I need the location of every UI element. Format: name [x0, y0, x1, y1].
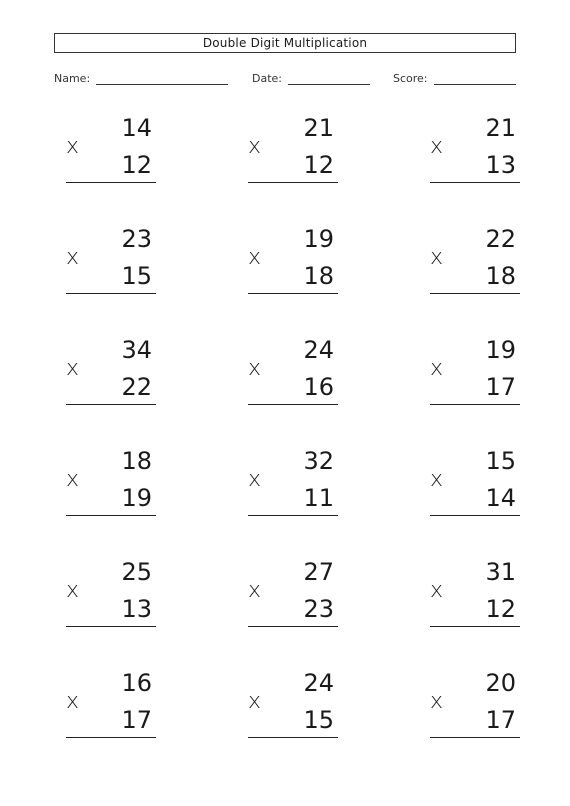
multiply-sign: x [66, 356, 80, 381]
problem-13 [66, 554, 156, 634]
multiplicand: 32 [303, 447, 334, 475]
answer-line[interactable] [430, 515, 520, 516]
multiply-sign: x [248, 245, 262, 270]
multiply-sign: x [248, 356, 262, 381]
score-field[interactable] [393, 71, 516, 85]
worksheet-title: Double Digit Multiplication [54, 33, 516, 53]
problem-2 [248, 110, 338, 190]
multiplier: 12 [121, 151, 152, 179]
multiplier: 17 [485, 706, 516, 734]
multiplicand: 20 [485, 669, 516, 697]
answer-line[interactable] [66, 626, 156, 627]
multiplier: 22 [121, 373, 152, 401]
multiplicand: 24 [303, 336, 334, 364]
answer-line[interactable] [248, 515, 338, 516]
problem-9 [430, 332, 520, 412]
problem-4 [66, 221, 156, 301]
multiplier: 15 [303, 706, 334, 734]
score-line[interactable] [434, 71, 516, 85]
problem-10 [66, 443, 156, 523]
multiplicand: 18 [121, 447, 152, 475]
answer-line[interactable] [248, 293, 338, 294]
multiply-sign: x [430, 356, 444, 381]
date-field[interactable] [252, 71, 370, 85]
name-line[interactable] [96, 71, 228, 85]
answer-line[interactable] [430, 293, 520, 294]
multiply-sign: x [66, 245, 80, 270]
multiplier: 12 [303, 151, 334, 179]
multiply-sign: x [248, 689, 262, 714]
multiplier: 15 [121, 262, 152, 290]
problem-8 [248, 332, 338, 412]
answer-line[interactable] [248, 182, 338, 183]
multiplier: 17 [485, 373, 516, 401]
multiplicand: 25 [121, 558, 152, 586]
problem-5 [248, 221, 338, 301]
multiplier: 14 [485, 484, 516, 512]
multiply-sign: x [66, 689, 80, 714]
answer-line[interactable] [66, 404, 156, 405]
answer-line[interactable] [248, 737, 338, 738]
multiplier: 19 [121, 484, 152, 512]
multiplier: 18 [485, 262, 516, 290]
multiplicand: 23 [121, 225, 152, 253]
problem-16 [66, 665, 156, 745]
multiplier: 13 [121, 595, 152, 623]
multiplicand: 19 [303, 225, 334, 253]
multiplicand: 14 [121, 114, 152, 142]
multiplicand: 21 [303, 114, 334, 142]
date-line[interactable] [288, 71, 370, 85]
problem-11 [248, 443, 338, 523]
problem-12 [430, 443, 520, 523]
multiplicand: 27 [303, 558, 334, 586]
multiplier: 23 [303, 595, 334, 623]
multiplier: 17 [121, 706, 152, 734]
info-row [54, 71, 516, 87]
multiply-sign: x [430, 245, 444, 270]
multiply-sign: x [248, 134, 262, 159]
multiply-sign: x [248, 467, 262, 492]
multiply-sign: x [430, 689, 444, 714]
name-label: Name: [54, 72, 91, 85]
problem-18 [430, 665, 520, 745]
multiplier: 16 [303, 373, 334, 401]
multiplicand: 15 [485, 447, 516, 475]
problem-3 [430, 110, 520, 190]
answer-line[interactable] [430, 737, 520, 738]
answer-line[interactable] [430, 626, 520, 627]
problem-7 [66, 332, 156, 412]
multiplicand: 34 [121, 336, 152, 364]
date-label: Date: [252, 72, 282, 85]
problem-14 [248, 554, 338, 634]
problem-1 [66, 110, 156, 190]
multiplicand: 24 [303, 669, 334, 697]
multiplier: 11 [303, 484, 334, 512]
multiplier: 18 [303, 262, 334, 290]
multiply-sign: x [66, 578, 80, 603]
name-field[interactable] [54, 71, 228, 85]
problem-15 [430, 554, 520, 634]
multiply-sign: x [430, 578, 444, 603]
answer-line[interactable] [66, 182, 156, 183]
multiplicand: 16 [121, 669, 152, 697]
multiply-sign: x [430, 467, 444, 492]
multiplier: 12 [485, 595, 516, 623]
multiply-sign: x [66, 467, 80, 492]
multiply-sign: x [430, 134, 444, 159]
answer-line[interactable] [248, 404, 338, 405]
multiply-sign: x [66, 134, 80, 159]
multiply-sign: x [248, 578, 262, 603]
score-label: Score: [393, 72, 428, 85]
multiplicand: 22 [485, 225, 516, 253]
problem-6 [430, 221, 520, 301]
answer-line[interactable] [66, 293, 156, 294]
multiplicand: 21 [485, 114, 516, 142]
answer-line[interactable] [430, 404, 520, 405]
answer-line[interactable] [66, 515, 156, 516]
answer-line[interactable] [66, 737, 156, 738]
multiplier: 13 [485, 151, 516, 179]
answer-line[interactable] [248, 626, 338, 627]
multiplicand: 19 [485, 336, 516, 364]
multiplicand: 31 [485, 558, 516, 586]
answer-line[interactable] [430, 182, 520, 183]
problem-17 [248, 665, 338, 745]
